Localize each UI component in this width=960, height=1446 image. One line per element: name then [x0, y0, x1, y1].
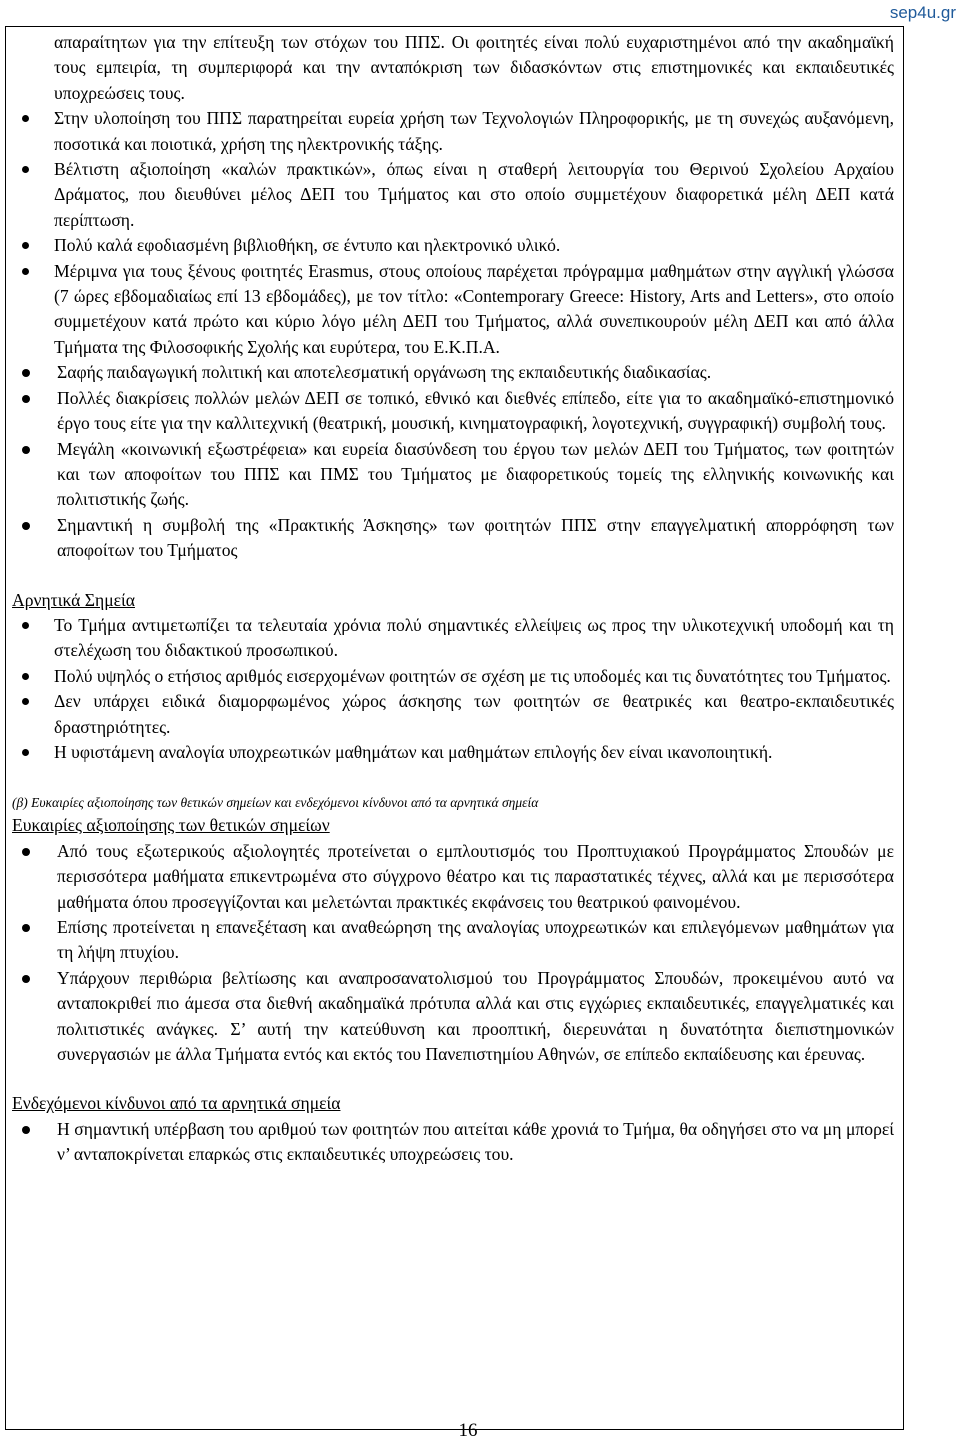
list-item: Μεγάλη «κοινωνική εξωστρέφεια» και ευρεία διασύνδεση του έργου των μελών ΔΕΠ του Τμήματος, των φοιτητών και των αποφοίτων του ΠΠΣ και ΠΜΣ του Τμήματος με διαφορετικούς τομείς της ελληνικής κοινωνικής και πολιτιστικής ζωής.: [12, 437, 894, 513]
bullet-icon: [22, 749, 29, 756]
strengths-list: [12, 106, 894, 360]
bullet-icon: [22, 166, 29, 173]
bullet-icon: [22, 395, 30, 403]
list-item: Στην υλοποίηση του ΠΠΣ παρατηρείται ευρεία χρήση των Τεχνολογιών Πληροφορικής, με τη συνεχώς αυξανόμενη, ποσοτικά και ποιοτικά, χρήση της ηλεκτρονικής τάξης.: [12, 106, 894, 157]
section-b-note: (β) Ευκαιρίες αξιοποίησης των θετικών σημείων και ενδεχόμενοι κίνδυνοι από τα αρνητικά σημεία: [12, 795, 539, 811]
bullet-icon: [22, 848, 30, 856]
list-item: Σημαντική η συμβολή της «Πρακτικής Άσκησης» των φοιτητών ΠΠΣ στην επαγγελματική απορρόφηση των αποφοίτων του Τμήματος: [12, 513, 894, 564]
bullet-icon: [22, 698, 29, 705]
intro-continuation: απαραίτητων για την επίτευξη των στόχων του ΠΠΣ. Οι φοιτητές είναι πολύ ευχαριστημένοι από την ακαδημαϊκή τους εμπειρία, τη συμπεριφορά και την ανταπόκριση των διδασκόντων στις επιστημονικές και εκπαιδευτικές υποχρεώσεις τους.: [54, 32, 894, 103]
list-item: Σαφής παιδαγωγική πολιτική και αποτελεσματική οργάνωση της εκπαιδευτικής διαδικασίας.: [12, 360, 894, 385]
watermark: sep4u.gr: [889, 3, 956, 22]
risks-heading: Ενδεχόμενοι κίνδυνοι από τα αρνητικά σημεία: [12, 1093, 341, 1114]
list-item: Η υφιστάμενη αναλογία υποχρεωτικών μαθημάτων και μαθημάτων επιλογής δεν είναι ικανοποιητική.: [12, 740, 894, 765]
document-body: [12, 30, 894, 1168]
list-item: Πολλές διακρίσεις πολλών μελών ΔΕΠ σε τοπικό, εθνικό και διεθνές επίπεδο, είτε για το ακαδημαϊκό-επιστημονικό έργο τους είτε για την καλλιτεχνική (θεατρική, μουσική, κινηματογραφική, λογοτεχνική, συγγραφική) συμβολή τους.: [12, 386, 894, 437]
bullet-icon: [22, 622, 29, 629]
list-item: Το Τμήμα αντιμετωπίζει τα τελευταία χρόνια πολύ σημαντικές ελλείψεις ως προς την υλικοτεχνική υποδομή και τη στελέχωση του διδακτικού προσωπικού.: [12, 613, 894, 664]
bullet-icon: [22, 522, 30, 530]
bullet-icon: [22, 1126, 30, 1134]
list-item: Βέλτιστη αξιοποίηση «καλών πρακτικών», όπως είναι η σταθερή λειτουργία του Θερινού Σχολείου Αρχαίου Δράματος, που διευθύνει μέλος ΔΕΠ του Τμήματος και στο οποίο συμμετέχουν διαφορετικά μέλη ΔΕΠ κατά περίπτωση.: [12, 157, 894, 233]
list-item: Επίσης προτείνεται η επανεξέταση και αναθεώρηση της αναλογίας υποχρεωτικών και επιλεγόμενων μαθημάτων για τη λήψη πτυχίου.: [12, 915, 894, 966]
bullet-icon: [22, 115, 29, 122]
negatives-heading: Αρνητικά Σημεία: [12, 589, 135, 610]
bullet-icon: [22, 268, 29, 275]
list-item: Πολύ υψηλός ο ετήσιος αριθμός εισερχομένων φοιτητών σε σχέση με τις υποδομές και τις δυνατότητες του Τμήματος.: [12, 664, 894, 689]
list-item: Πολύ καλά εφοδιασμένη βιβλιοθήκη, σε έντυπο και ηλεκτρονικό υλικό.: [12, 233, 894, 258]
risks-list: [12, 1117, 894, 1168]
bullet-icon: [22, 975, 30, 983]
negatives-list: [12, 613, 894, 765]
opportunities-heading: Ευκαιρίες αξιοποίησης των θετικών σημείων: [12, 815, 330, 836]
page-number: 16: [458, 1420, 478, 1441]
list-item: Η σημαντική υπέρβαση του αριθμού των φοιτητών που αιτείται κάθε χρονιά το Τμήμα, θα οδηγήσει στο να μη μπορεί ν’ ανταποκρίνεται επαρκώς στις εκπαιδευτικές υποχρεώσεις του.: [12, 1117, 894, 1168]
list-item: Από τους εξωτερικούς αξιολογητές προτείνεται ο εμπλουτισμός του Προπτυχιακού Προγράμματος Σπουδών με περισσότερα μαθήματα επικεντρωμένα στο σύγχρονο θέατρο και τις παραστατικές τέχνες, αλλά και με περισσότερα μαθήματα όπου προσεγγίζονται και μελετώνται πρακτικές εκφάνσεις του θεατρικού φαινομένου.: [12, 839, 894, 915]
list-item: Υπάρχουν περιθώρια βελτίωσης και αναπροσανατολισμού του Προγράμματος Σπουδών, προκειμένου αυτό να ανταποκριθεί πιο άμεσα στα διεθνή ακαδημαϊκά πρότυπα αλλά και στις εγχώριες εκπαιδευτικές, επαγγελματικές και πολιτιστικές ανάγκες. Σ’ αυτή την κατεύθυνση και προοπτική, διερευνάται η δυνατότητα διεπιστημονικών συνεργασιών με άλλα Τμήματα εντός και εκτός του Πανεπιστημίου Αθηνών, σε επίπεδο εκπαίδευσης και έρευνας.: [12, 966, 894, 1068]
bullet-icon: [22, 446, 30, 454]
opportunities-list: [12, 839, 894, 1068]
strengths-list-continued: [12, 360, 894, 563]
bullet-icon: [22, 673, 29, 680]
list-item: Δεν υπάρχει ειδικά διαμορφωμένος χώρος άσκησης των φοιτητών σε θεατρικές και θεατρο-εκπαιδευτικές δραστηριότητες.: [12, 689, 894, 740]
bullet-icon: [22, 369, 30, 377]
bullet-icon: [22, 924, 30, 932]
list-item: Μέριμνα για τους ξένους φοιτητές Erasmus, στους οποίους παρέχεται πρόγραμμα μαθημάτων στην αγγλική γλώσσα (7 ώρες εβδομαδιαίως επί 13 εβδομάδες), με τον τίτλο: «Contemporary Greece: History, Arts and Letters», στο οποίο συμμετέχουν κατά πρώτο και κύριο λόγο μέλη ΔΕΠ του Τμήματος, αλλά συνεπικουρούν μέλη ΔΕΠ και από άλλα Τμήματα της Φιλοσοφικής Σχολής και ευρύτερα, του Ε.Κ.Π.Α.: [12, 259, 894, 361]
bullet-icon: [22, 242, 29, 249]
